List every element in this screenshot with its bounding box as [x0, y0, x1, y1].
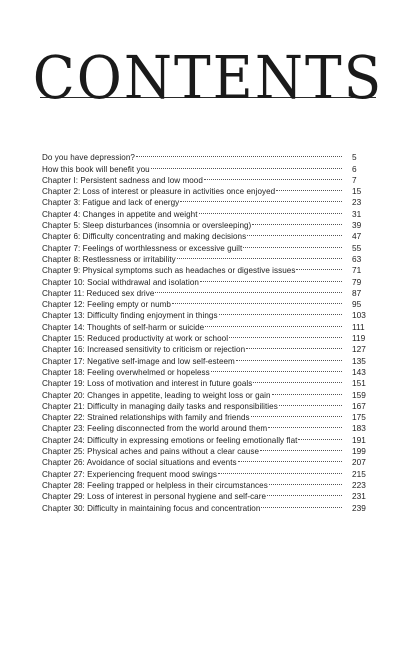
toc-entry-page: 15 — [352, 186, 362, 197]
toc-entry-page: 39 — [352, 220, 362, 231]
toc-entry-title: Chapter 23: Feeling disconnected from the world around them — [42, 424, 268, 434]
toc-leader-dots — [298, 431, 342, 442]
toc-leader-dots — [205, 318, 342, 329]
toc-entry-title: Chapter 24: Difficulty in expressing emotions or feeling emotionally flat — [42, 435, 298, 445]
toc-entry-page: 127 — [352, 344, 366, 355]
toc-entry-page: 79 — [352, 276, 362, 287]
toc-entry-page: 31 — [352, 208, 362, 219]
toc-entry-title: Chapter 19: Loss of motivation and interest in future goals — [42, 379, 253, 389]
toc-leader-dots — [251, 409, 342, 420]
toc-entry-title: Chapter 21: Difficulty in managing daily tasks and responsibilities — [42, 401, 278, 411]
toc-leader-dots — [238, 454, 342, 465]
toc-entry-page: 47 — [352, 231, 362, 242]
toc-entry-page: 95 — [352, 299, 362, 310]
toc-entry-page: 111 — [352, 321, 365, 332]
toc-entry-title: Chapter 11: Reduced sex drive — [42, 288, 155, 298]
toc-entry-title: Chapter 9: Physical symptoms such as headaches or digestive issues — [42, 266, 296, 276]
toc-entry-page: 87 — [352, 287, 362, 298]
toc-leader-dots — [267, 488, 342, 499]
toc-leader-dots — [180, 194, 342, 205]
toc-entry-title: Chapter 12: Feeling empty or numb — [42, 300, 171, 310]
toc-entry-title: Chapter 27: Experiencing frequent mood swings — [42, 469, 218, 479]
toc-leader-dots — [296, 262, 342, 273]
toc-entry-page: 175 — [352, 412, 366, 423]
toc-entry-title: Chapter 26: Avoidance of social situations and events — [42, 458, 237, 468]
toc-entry-title: Chapter 18: Feeling overwhelmed or hopeless — [42, 367, 210, 377]
toc-entry-page: 183 — [352, 423, 366, 434]
toc-entry-page: 119 — [352, 333, 366, 344]
toc-leader-dots — [219, 307, 342, 318]
toc-entry-page: 143 — [352, 366, 366, 377]
toc-entry-title: Chapter 16: Increased sensitivity to criticism or rejection — [42, 345, 246, 355]
toc-entry-page: 199 — [352, 446, 366, 457]
toc-leader-dots — [218, 465, 342, 476]
toc-entry-title: Chapter 30: Difficulty in maintaining focus and concentration — [42, 503, 261, 513]
toc-leader-dots — [155, 285, 342, 296]
toc-leader-dots — [272, 386, 342, 397]
toc-leader-dots — [243, 239, 342, 250]
toc-leader-dots — [151, 160, 342, 171]
toc-entry-title: Chapter 20: Changes in appetite, leading to weight loss or gain — [42, 390, 271, 400]
toc-leader-dots — [269, 477, 342, 488]
toc-leader-dots — [236, 352, 342, 363]
toc-entry-title: Chapter 28: Feeling trapped or helpless in their circumstances — [42, 480, 268, 490]
toc-leader-dots — [200, 273, 342, 284]
toc-leader-dots — [253, 375, 342, 386]
toc-entry-title: Chapter 14: Thoughts of self-harm or suicide — [42, 322, 205, 332]
toc-entry-title: Chapter 8: Restlessness or irritability — [42, 254, 176, 264]
toc-entry-page: 6 — [352, 163, 357, 174]
toc-leader-dots — [279, 398, 342, 409]
toc-entry-title: Chapter 25: Physical aches and pains without a clear cause — [42, 447, 260, 457]
toc-entry-page: 103 — [352, 310, 366, 321]
toc-entry-page: 71 — [352, 265, 362, 276]
toc-leader-dots — [172, 296, 342, 307]
toc-leader-dots — [246, 341, 342, 352]
toc-entry-title: Chapter 17: Negative self-image and low self-esteem — [42, 356, 235, 366]
toc-leader-dots — [211, 364, 342, 375]
toc-entry-page: 167 — [352, 400, 366, 411]
toc-leader-dots — [204, 172, 342, 183]
table-of-contents — [42, 149, 374, 511]
toc-leader-dots — [229, 330, 342, 341]
toc-entry-page: 159 — [352, 389, 366, 400]
toc-entry-page: 239 — [352, 502, 366, 513]
toc-entry-title: Chapter 6: Difficulty concentrating and making decisions — [42, 232, 247, 242]
toc-leader-dots — [261, 499, 342, 510]
toc-entry-page: 23 — [352, 197, 362, 208]
toc-leader-dots — [177, 251, 342, 262]
toc-entry-title: Do you have depression? — [42, 153, 135, 163]
toc-entry — [42, 149, 374, 163]
toc-entry-title: Chapter 29: Loss of interest in personal hygiene and self-care — [42, 492, 267, 502]
toc-entry-title: Chapter 7: Feelings of worthlessness or excessive guilt — [42, 243, 243, 253]
toc-entry-page: 55 — [352, 242, 362, 253]
toc-entry-title: Chapter 2: Loss of interest or pleasure in activities once enjoyed — [42, 187, 276, 197]
toc-entry-page: 215 — [352, 468, 366, 479]
toc-leader-dots — [268, 420, 342, 431]
toc-entry-title: Chapter 15: Reduced productivity at work or school — [42, 334, 229, 344]
toc-leader-dots — [199, 205, 343, 216]
toc-entry-title: Chapter 13: Difficulty finding enjoyment in things — [42, 311, 218, 321]
toc-entry-page: 63 — [352, 253, 362, 264]
toc-entry-title: Chapter 10: Social withdrawal and isolation — [42, 277, 199, 287]
toc-leader-dots — [247, 228, 342, 239]
toc-entry-title: Chapter I: Persistent sadness and low mood — [42, 175, 203, 185]
toc-entry-page: 151 — [352, 378, 366, 389]
toc-entry-page: 223 — [352, 479, 366, 490]
toc-entry-title: Chapter 5: Sleep disturbances (insomnia or oversleeping) — [42, 221, 252, 231]
toc-entry-page: 207 — [352, 457, 366, 468]
toc-leader-dots — [136, 149, 342, 160]
toc-leader-dots — [252, 217, 342, 228]
toc-leader-dots — [260, 443, 342, 454]
toc-entry-title: Chapter 22: Strained relationships with family and friends — [42, 413, 250, 423]
toc-entry-page: 231 — [352, 491, 366, 502]
contents-header — [0, 43, 416, 113]
toc-entry-page: 135 — [352, 355, 366, 366]
toc-entry-page: 191 — [352, 434, 366, 445]
toc-entry-title: Chapter 3: Fatigue and lack of energy — [42, 198, 180, 208]
toc-entry-title: Chapter 4: Changes in appetite and weight — [42, 209, 198, 219]
page-title: CONTENTS — [32, 43, 384, 113]
toc-leader-dots — [276, 183, 342, 194]
toc-entry-title: How this book will benefit you — [42, 164, 150, 174]
toc-entry-page: 7 — [352, 174, 357, 185]
toc-entry-page: 5 — [352, 152, 357, 163]
